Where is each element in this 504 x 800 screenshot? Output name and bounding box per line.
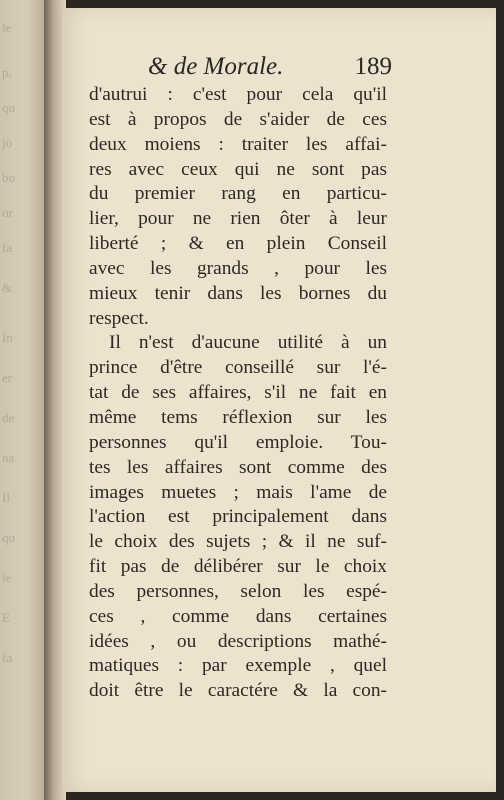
text-line: d'autrui : c'est pour cela qu'il bbox=[89, 84, 387, 105]
text-line: des personnes, selon les espé- bbox=[89, 580, 387, 602]
text-line: deux moiens : traiter les affai- bbox=[89, 133, 387, 155]
running-head-title: & de Morale. bbox=[148, 53, 284, 80]
text-line: respect. bbox=[89, 307, 149, 329]
text-line: doit être le caractére & la con- bbox=[89, 680, 387, 702]
running-head bbox=[76, 53, 390, 83]
text-line: lier, pour ne rien ôter à leur bbox=[89, 208, 387, 230]
text-line: liberté ; & en plein Conseil bbox=[89, 233, 387, 255]
text-line: du premier rang en particu- bbox=[89, 183, 387, 205]
text-line: personnes qu'il emploie. Tou- bbox=[89, 431, 387, 453]
text-line: le choix des sujets ; & il ne suf- bbox=[89, 531, 387, 553]
text-line: ces , comme dans certaines bbox=[89, 605, 387, 627]
page-number: 189 bbox=[354, 53, 392, 80]
paragraph-2 bbox=[89, 331, 387, 704]
facing-page-edge: le p, qu jo bo or fa & In er de na Il qu le E fa bbox=[0, 0, 44, 800]
text-line: matiques : par exemple , quel bbox=[89, 655, 387, 677]
text-line: Il n'est d'aucune utilité à un bbox=[109, 332, 387, 354]
text-line: idées , ou descriptions mathé- bbox=[89, 630, 387, 652]
paragraph-1 bbox=[89, 83, 387, 331]
text-line: avec les grands , pour les bbox=[89, 257, 387, 279]
text-line: fit pas de délibérer sur le choix bbox=[89, 556, 387, 578]
text-line: images muetes ; mais l'ame de bbox=[89, 481, 387, 503]
body-text bbox=[89, 83, 387, 704]
text-line: res avec ceux qui ne sont pas bbox=[89, 158, 387, 180]
text-line: même tems réflexion sur les bbox=[89, 406, 387, 428]
text-line: l'action est principalement dans bbox=[89, 506, 387, 528]
text-line: tat de ses affaires, s'il ne fait en bbox=[89, 382, 387, 404]
text-line: est à propos de s'aider de ces bbox=[89, 108, 387, 130]
text-line: prince d'être conseillé sur l'é- bbox=[89, 357, 387, 379]
text-line: tes les affaires sont comme des bbox=[89, 456, 387, 478]
text-line: mieux tenir dans les bornes du bbox=[89, 282, 387, 304]
